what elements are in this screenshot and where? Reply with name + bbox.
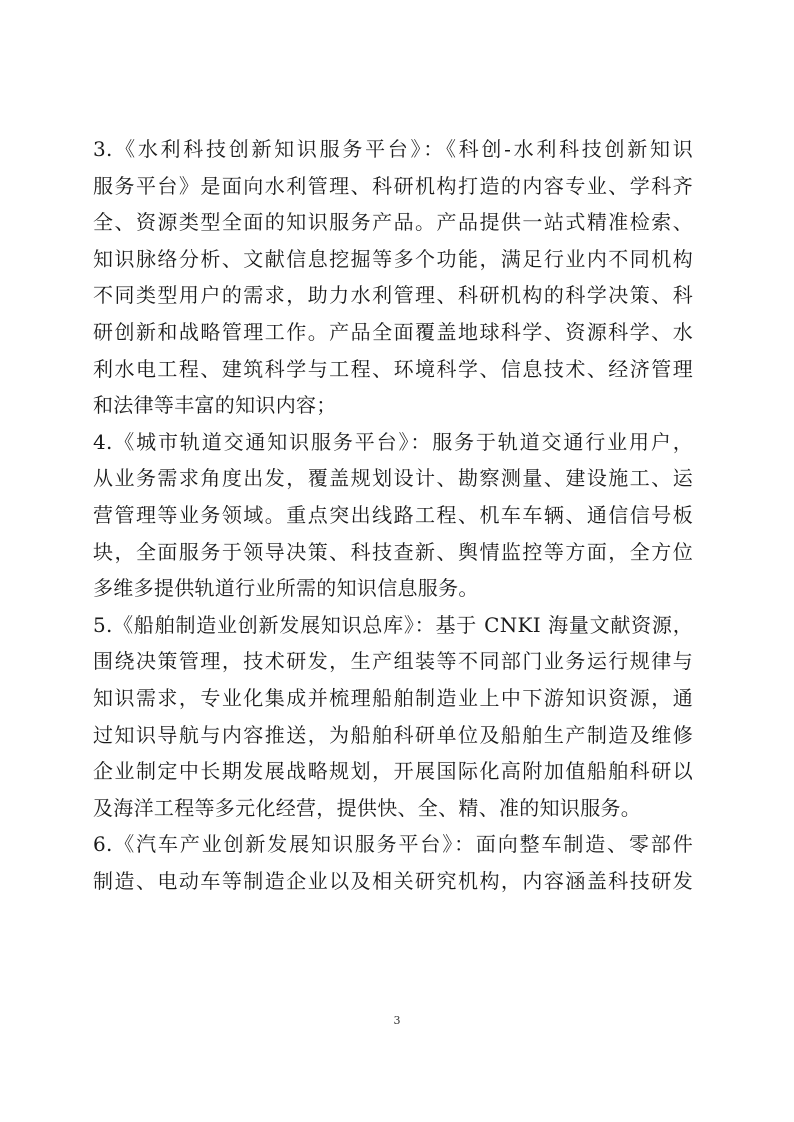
text-line: 5.《船舶制造业创新发展知识总库》：基于 CNKI 海量文献资源，: [93, 612, 693, 637]
text-line: 全、资源类型全面的知识服务产品。产品提供一站式精准检索、: [93, 210, 693, 235]
paragraph-item-4: [93, 424, 693, 607]
text-line: 和法律等丰富的知识内容；: [93, 393, 337, 418]
text-line: 利水电工程、建筑科学与工程、环境科学、信息技术、经济管理: [93, 356, 693, 381]
text-line: 过知识导航与内容推送，为船舶科研单位及船舶生产制造及维修: [93, 722, 693, 747]
text-line: 不同类型用户的需求，助力水利管理、科研机构的科学决策、科: [93, 283, 693, 308]
text-line: 4.《城市轨道交通知识服务平台》：服务于轨道交通行业用户，: [93, 429, 693, 454]
text-line: 从业务需求角度出发，覆盖规划设计、勘察测量、建设施工、运: [93, 466, 693, 491]
text-line: 块，全面服务于领导决策、科技查新、舆情监控等方面，全方位: [93, 539, 693, 564]
text-line: 企业制定中长期发展战略规划，开展国际化高附加值船舶科研以: [93, 759, 693, 784]
text-line: 研创新和战略管理工作。产品全面覆盖地球科学、资源科学、水: [93, 319, 693, 344]
text-line: 制造、电动车等制造企业以及相关研究机构，内容涵盖科技研发: [93, 868, 693, 893]
text-line: 围绕决策管理，技术研发，生产组装等不同部门业务运行规律与: [93, 649, 693, 674]
text-line: 6.《汽车产业创新发展知识服务平台》：面向整车制造、零部件: [93, 832, 693, 857]
text-line: 多维多提供轨道行业所需的知识信息服务。: [93, 576, 479, 601]
text-line: 知识脉络分析、文献信息挖掘等多个功能，满足行业内不同机构: [93, 246, 693, 271]
text-line: 3.《水利科技创新知识服务平台》：《科创-水利科技创新知识: [93, 137, 693, 161]
text-line: 及海洋工程等多元化经营，提供快、全、精、准的知识服务。: [93, 795, 642, 820]
paragraph-item-5: [93, 607, 693, 827]
text-line: 知识需求，专业化集成并梳理船舶制造业上中下游知识资源，通: [93, 685, 693, 710]
document-body: [93, 131, 693, 899]
page-number: 3: [393, 1014, 401, 1027]
paragraph-item-3: [93, 131, 693, 424]
text-line: 服务平台》是面向水利管理、科研机构打造的内容专业、学科齐: [93, 173, 693, 198]
text-line: 营管理等业务领域。重点突出线路工程、机车车辆、通信信号板: [93, 502, 693, 527]
paragraph-item-6: [93, 826, 693, 899]
